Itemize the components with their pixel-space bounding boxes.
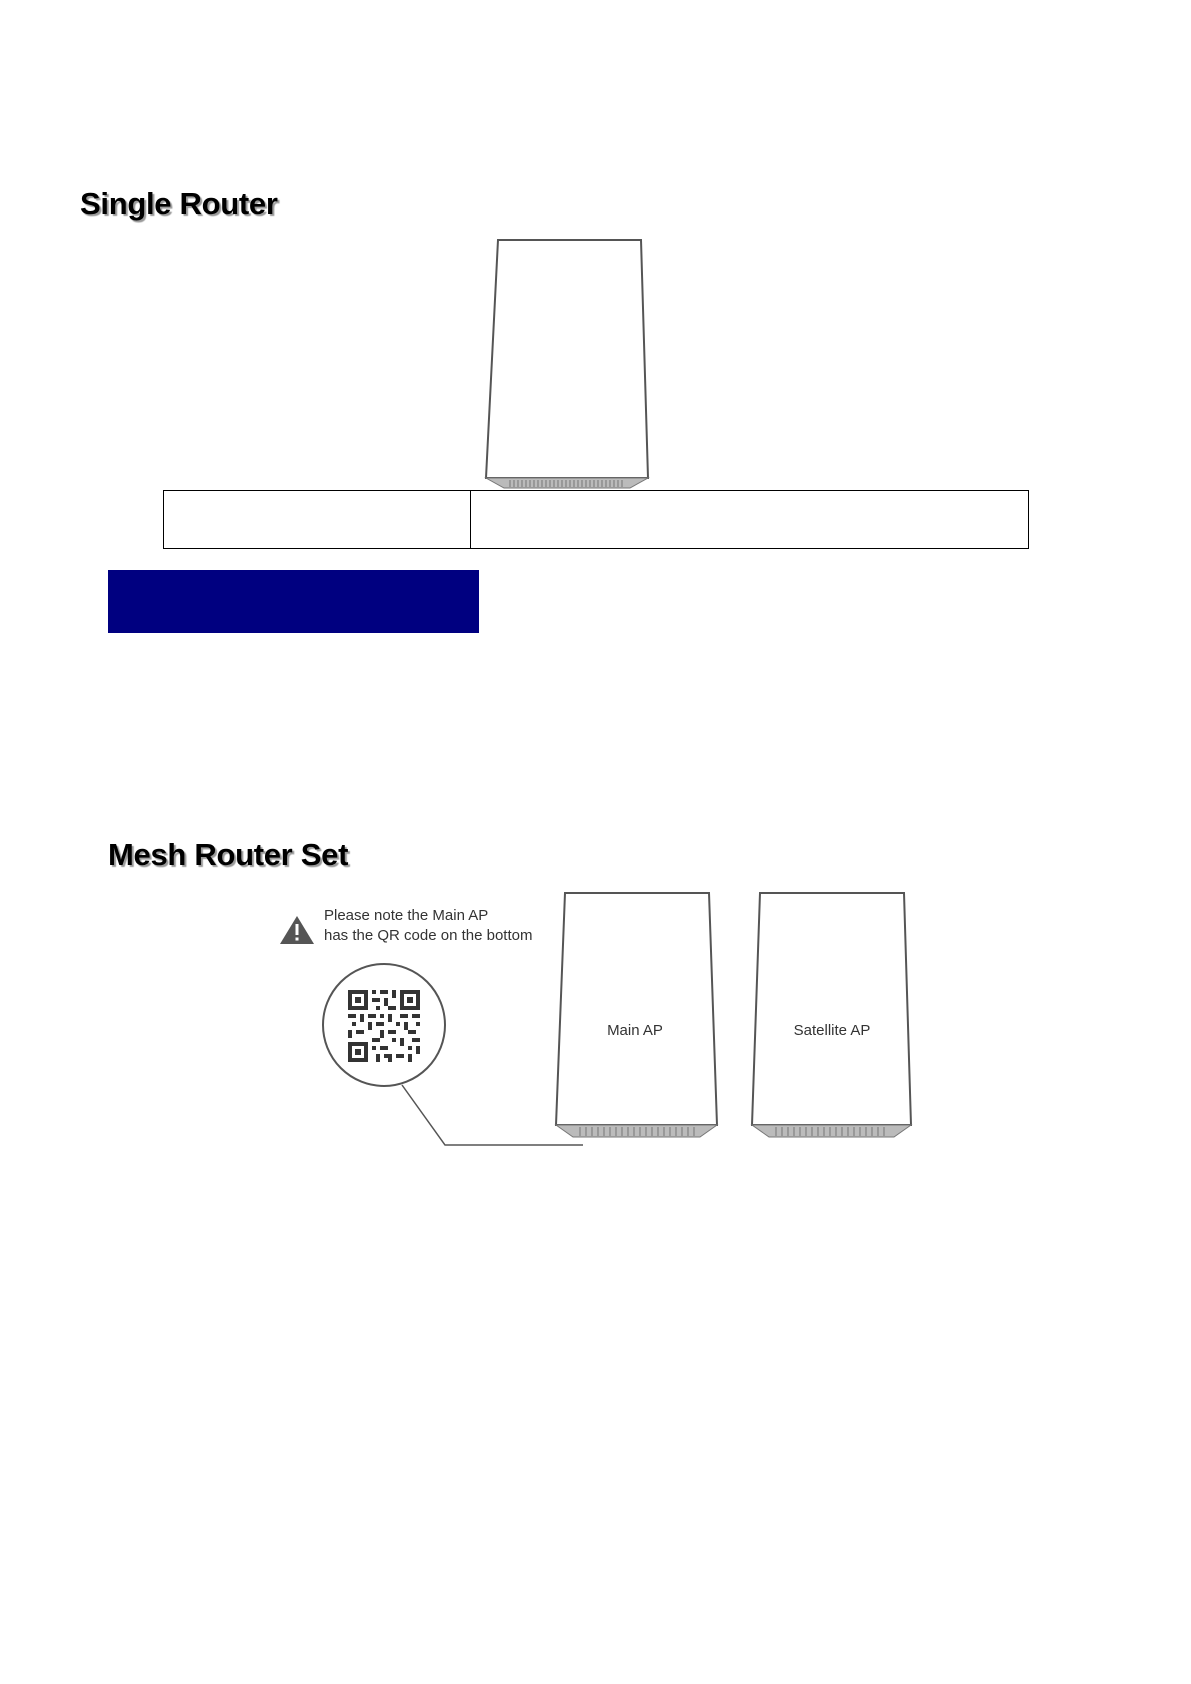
- satellite-ap-unit: [752, 893, 911, 1137]
- satellite-ap-label: Satellite AP: [793, 1022, 871, 1039]
- navy-block: [108, 570, 479, 633]
- single-router-heading: Single Router: [80, 186, 278, 221]
- table-row: [164, 491, 1029, 549]
- table-cell: [164, 491, 471, 549]
- qr-code-icon: [348, 990, 420, 1062]
- note-line-1: Please note the Main AP: [324, 907, 489, 924]
- mesh-router-heading: Mesh Router Set: [108, 837, 349, 872]
- spec-table: [163, 490, 1029, 549]
- mesh-router-illustration: [270, 892, 920, 1162]
- table-cell: [471, 491, 1029, 549]
- qr-code-callout: [323, 964, 583, 1145]
- router-unit: [486, 240, 648, 488]
- warning-icon: [280, 916, 314, 944]
- single-router-illustration: [480, 236, 650, 492]
- note-line-2: has the QR code on the bottom: [324, 927, 533, 944]
- main-ap-unit: [556, 893, 717, 1137]
- main-ap-label: Main AP: [607, 1022, 663, 1039]
